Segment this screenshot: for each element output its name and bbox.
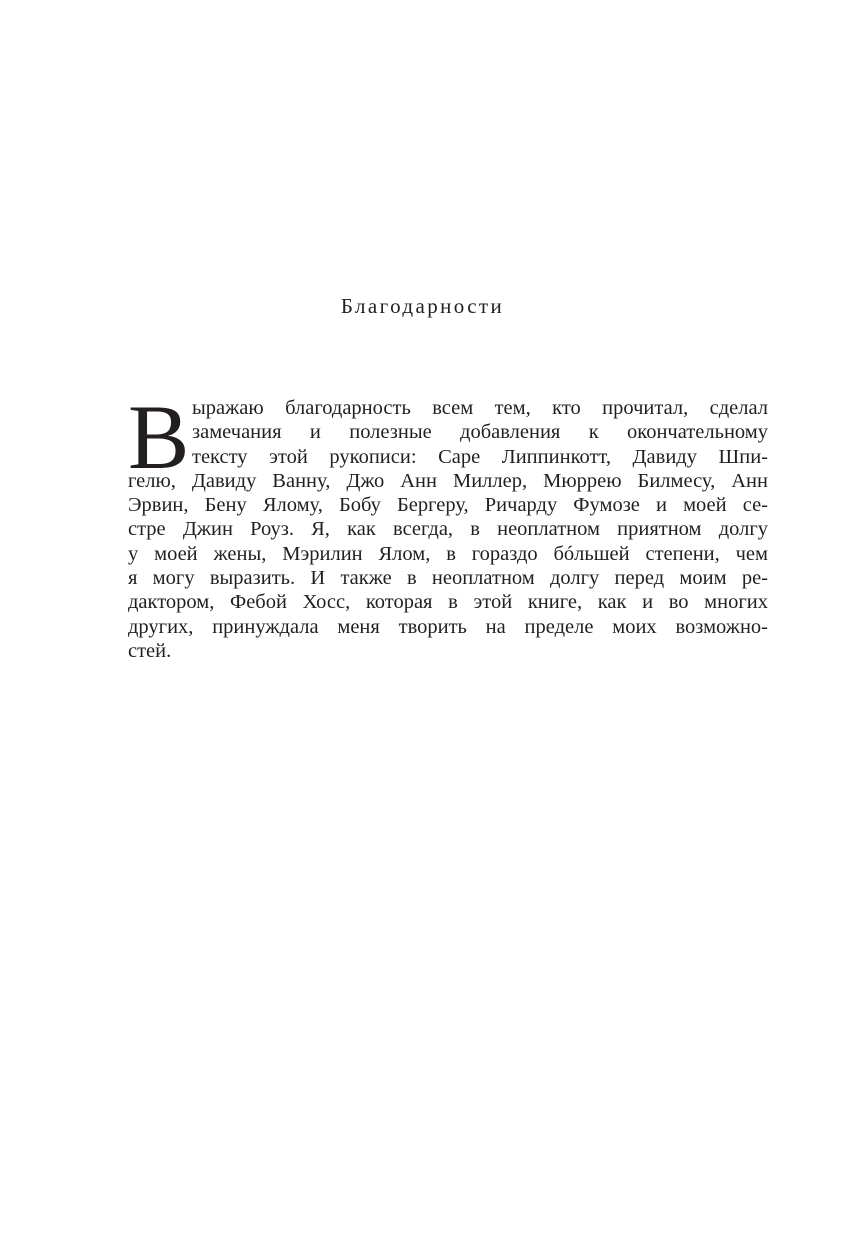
page-title: Благодарности — [340, 294, 505, 318]
text-line: гелю, Давиду Ванну, Джо Анн Миллер, Мюррею Билмесу, Анн — [128, 469, 768, 492]
text-line: я могу выразить. И также в неоплатном долгу перед моим ре- — [128, 567, 768, 590]
acknowledgements-paragraph — [128, 386, 768, 663]
text-line: стей. — [128, 639, 172, 662]
text-line: у моей жены, Мэрилин Ялом, в гораздо бóльшей степени, чем — [128, 542, 768, 565]
text-line: тексту этой рукописи: Саре Липпинкотт, Давиду Шпи- — [192, 445, 768, 468]
text-line: других, принуждала меня творить на пределе моих возможно- — [128, 615, 768, 638]
text-line: замечания и полезные добавления к окончательному — [192, 421, 768, 444]
text-line: дактором, Фебой Хосс, которая в этой книге, как и во многих — [128, 591, 768, 614]
text-line: Эрвин, Бену Ялому, Бобу Бергеру, Ричарду Фумозе и моей се- — [128, 494, 768, 517]
drop-cap: В — [128, 386, 190, 488]
text-line: ыражаю благодарность всем тем, кто прочитал, сделал — [192, 397, 768, 419]
text-line: стре Джин Роуз. Я, как всегда, в неоплатном приятном долгу — [128, 518, 768, 541]
